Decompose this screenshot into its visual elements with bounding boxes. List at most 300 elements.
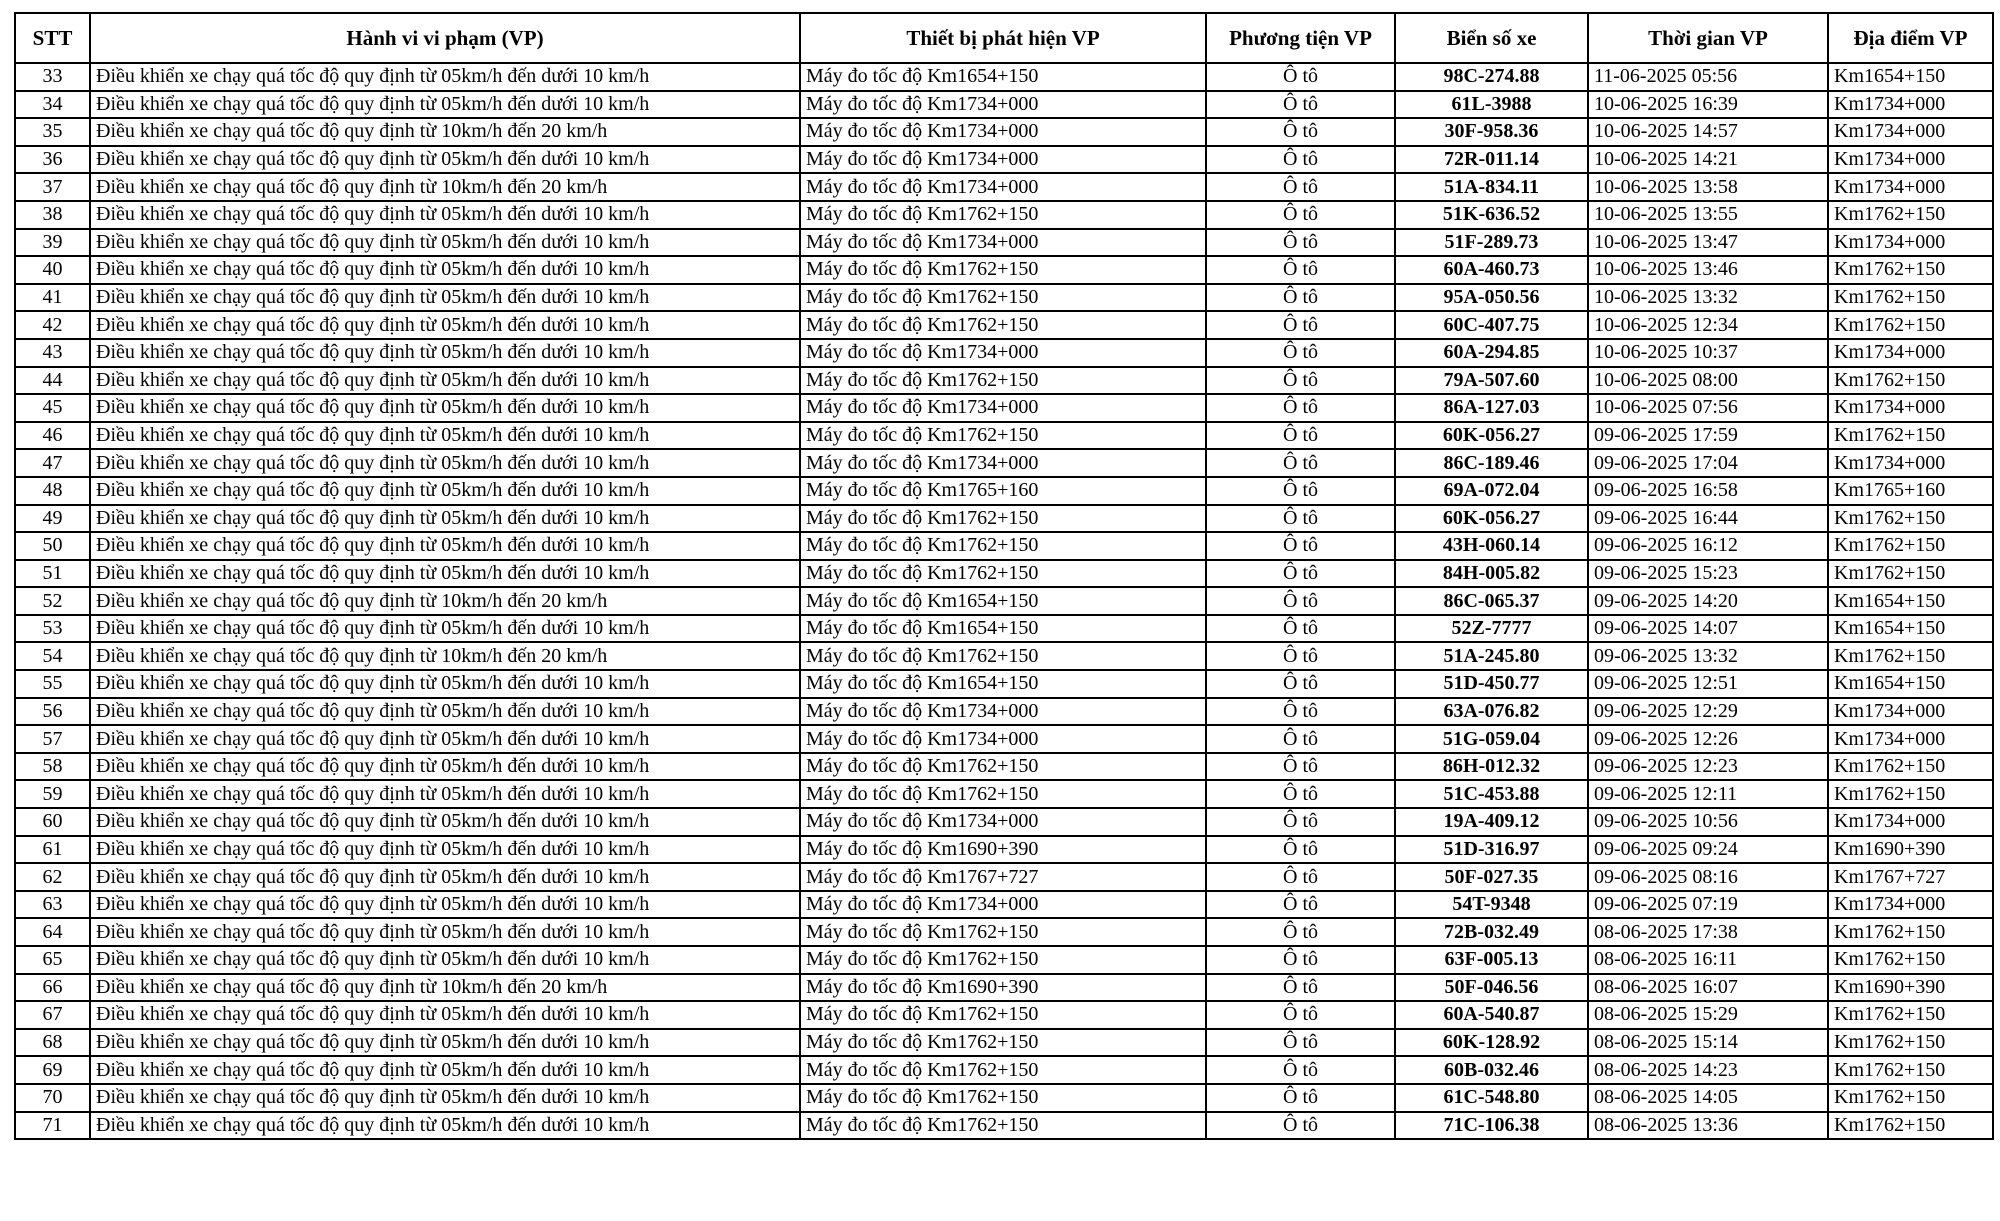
cell-plate: 19A-409.12	[1395, 808, 1588, 836]
cell-vehicle: Ô tô	[1206, 642, 1395, 670]
cell-vehicle: Ô tô	[1206, 918, 1395, 946]
cell-stt: 34	[15, 91, 90, 119]
table-row	[15, 256, 1993, 284]
cell-violation: Điều khiển xe chạy quá tốc độ quy định từ 05km/h đến dưới 10 km/h	[90, 891, 800, 919]
cell-vehicle: Ô tô	[1206, 339, 1395, 367]
cell-device: Máy đo tốc độ Km1762+150	[800, 201, 1206, 229]
cell-stt: 37	[15, 173, 90, 201]
table-row	[15, 780, 1993, 808]
header-location: Địa điểm VP	[1828, 13, 1993, 63]
cell-location: Km1762+150	[1828, 532, 1993, 560]
cell-vehicle: Ô tô	[1206, 477, 1395, 505]
cell-vehicle: Ô tô	[1206, 256, 1395, 284]
cell-plate: 51K-636.52	[1395, 201, 1588, 229]
cell-time: 09-06-2025 17:59	[1588, 422, 1828, 450]
cell-location: Km1762+150	[1828, 201, 1993, 229]
table-row	[15, 367, 1993, 395]
cell-time: 09-06-2025 08:16	[1588, 863, 1828, 891]
cell-location: Km1762+150	[1828, 946, 1993, 974]
cell-device: Máy đo tốc độ Km1762+150	[800, 532, 1206, 560]
cell-vehicle: Ô tô	[1206, 753, 1395, 781]
cell-stt: 49	[15, 505, 90, 533]
cell-device: Máy đo tốc độ Km1762+150	[800, 311, 1206, 339]
table-row	[15, 698, 1993, 726]
table-row	[15, 284, 1993, 312]
cell-location: Km1734+000	[1828, 698, 1993, 726]
cell-violation: Điều khiển xe chạy quá tốc độ quy định từ 05km/h đến dưới 10 km/h	[90, 560, 800, 588]
table-row	[15, 863, 1993, 891]
cell-device: Máy đo tốc độ Km1654+150	[800, 670, 1206, 698]
table-row	[15, 642, 1993, 670]
table-row	[15, 891, 1993, 919]
cell-location: Km1762+150	[1828, 367, 1993, 395]
cell-plate: 72B-032.49	[1395, 918, 1588, 946]
cell-violation: Điều khiển xe chạy quá tốc độ quy định từ 05km/h đến dưới 10 km/h	[90, 256, 800, 284]
cell-plate: 43H-060.14	[1395, 532, 1588, 560]
cell-violation: Điều khiển xe chạy quá tốc độ quy định từ 05km/h đến dưới 10 km/h	[90, 1029, 800, 1057]
cell-plate: 63A-076.82	[1395, 698, 1588, 726]
cell-location: Km1734+000	[1828, 146, 1993, 174]
cell-device: Máy đo tốc độ Km1762+150	[800, 1001, 1206, 1029]
cell-plate: 60A-294.85	[1395, 339, 1588, 367]
cell-plate: 79A-507.60	[1395, 367, 1588, 395]
cell-stt: 44	[15, 367, 90, 395]
cell-device: Máy đo tốc độ Km1762+150	[800, 1112, 1206, 1140]
cell-time: 08-06-2025 14:23	[1588, 1056, 1828, 1084]
cell-time: 10-06-2025 14:57	[1588, 118, 1828, 146]
cell-device: Máy đo tốc độ Km1734+000	[800, 339, 1206, 367]
cell-location: Km1765+160	[1828, 477, 1993, 505]
cell-violation: Điều khiển xe chạy quá tốc độ quy định từ 05km/h đến dưới 10 km/h	[90, 698, 800, 726]
cell-vehicle: Ô tô	[1206, 284, 1395, 312]
cell-device: Máy đo tốc độ Km1734+000	[800, 698, 1206, 726]
cell-device: Máy đo tốc độ Km1654+150	[800, 615, 1206, 643]
cell-violation: Điều khiển xe chạy quá tốc độ quy định từ 10km/h đến 20 km/h	[90, 173, 800, 201]
cell-violation: Điều khiển xe chạy quá tốc độ quy định từ 05km/h đến dưới 10 km/h	[90, 91, 800, 119]
cell-stt: 64	[15, 918, 90, 946]
cell-stt: 42	[15, 311, 90, 339]
cell-plate: 95A-050.56	[1395, 284, 1588, 312]
cell-violation: Điều khiển xe chạy quá tốc độ quy định từ 10km/h đến 20 km/h	[90, 974, 800, 1002]
cell-stt: 35	[15, 118, 90, 146]
cell-location: Km1762+150	[1828, 284, 1993, 312]
table-row	[15, 1112, 1993, 1140]
cell-violation: Điều khiển xe chạy quá tốc độ quy định từ 10km/h đến 20 km/h	[90, 642, 800, 670]
cell-vehicle: Ô tô	[1206, 118, 1395, 146]
cell-violation: Điều khiển xe chạy quá tốc độ quy định từ 05km/h đến dưới 10 km/h	[90, 753, 800, 781]
cell-device: Máy đo tốc độ Km1734+000	[800, 91, 1206, 119]
cell-vehicle: Ô tô	[1206, 201, 1395, 229]
cell-time: 09-06-2025 16:58	[1588, 477, 1828, 505]
table-row	[15, 725, 1993, 753]
cell-device: Máy đo tốc độ Km1734+000	[800, 449, 1206, 477]
cell-stt: 63	[15, 891, 90, 919]
table-header-row	[15, 13, 1993, 63]
cell-violation: Điều khiển xe chạy quá tốc độ quy định từ 05km/h đến dưới 10 km/h	[90, 284, 800, 312]
cell-violation: Điều khiển xe chạy quá tốc độ quy định từ 05km/h đến dưới 10 km/h	[90, 394, 800, 422]
cell-plate: 52Z-7777	[1395, 615, 1588, 643]
cell-stt: 45	[15, 394, 90, 422]
cell-violation: Điều khiển xe chạy quá tốc độ quy định từ 05km/h đến dưới 10 km/h	[90, 505, 800, 533]
cell-time: 09-06-2025 16:12	[1588, 532, 1828, 560]
cell-location: Km1762+150	[1828, 311, 1993, 339]
header-vehicle: Phương tiện VP	[1206, 13, 1395, 63]
table-row	[15, 422, 1993, 450]
cell-time: 10-06-2025 07:56	[1588, 394, 1828, 422]
cell-time: 10-06-2025 13:46	[1588, 256, 1828, 284]
cell-violation: Điều khiển xe chạy quá tốc độ quy định từ 05km/h đến dưới 10 km/h	[90, 449, 800, 477]
cell-vehicle: Ô tô	[1206, 587, 1395, 615]
cell-location: Km1690+390	[1828, 836, 1993, 864]
cell-vehicle: Ô tô	[1206, 560, 1395, 588]
cell-vehicle: Ô tô	[1206, 836, 1395, 864]
cell-plate: 51F-289.73	[1395, 229, 1588, 257]
violation-table	[14, 12, 1994, 1140]
cell-violation: Điều khiển xe chạy quá tốc độ quy định từ 05km/h đến dưới 10 km/h	[90, 780, 800, 808]
table-row	[15, 1056, 1993, 1084]
header-violation: Hành vi vi phạm (VP)	[90, 13, 800, 63]
table-row	[15, 505, 1993, 533]
cell-device: Máy đo tốc độ Km1762+150	[800, 1056, 1206, 1084]
cell-time: 08-06-2025 14:05	[1588, 1084, 1828, 1112]
cell-stt: 55	[15, 670, 90, 698]
cell-time: 09-06-2025 13:32	[1588, 642, 1828, 670]
table-row	[15, 808, 1993, 836]
cell-vehicle: Ô tô	[1206, 946, 1395, 974]
cell-stt: 41	[15, 284, 90, 312]
cell-violation: Điều khiển xe chạy quá tốc độ quy định từ 05km/h đến dưới 10 km/h	[90, 1112, 800, 1140]
table-row	[15, 477, 1993, 505]
table-row	[15, 974, 1993, 1002]
cell-location: Km1690+390	[1828, 974, 1993, 1002]
cell-time: 09-06-2025 07:19	[1588, 891, 1828, 919]
cell-device: Máy đo tốc độ Km1762+150	[800, 642, 1206, 670]
violation-list-page	[0, 12, 2000, 1221]
cell-device: Máy đo tốc độ Km1734+000	[800, 173, 1206, 201]
cell-location: Km1734+000	[1828, 118, 1993, 146]
cell-location: Km1734+000	[1828, 91, 1993, 119]
header-time: Thời gian VP	[1588, 13, 1828, 63]
cell-stt: 60	[15, 808, 90, 836]
cell-time: 09-06-2025 15:23	[1588, 560, 1828, 588]
cell-location: Km1762+150	[1828, 505, 1993, 533]
cell-stt: 43	[15, 339, 90, 367]
cell-time: 08-06-2025 15:29	[1588, 1001, 1828, 1029]
cell-violation: Điều khiển xe chạy quá tốc độ quy định từ 05km/h đến dưới 10 km/h	[90, 339, 800, 367]
cell-location: Km1762+150	[1828, 1112, 1993, 1140]
cell-device: Máy đo tốc độ Km1762+150	[800, 1084, 1206, 1112]
cell-time: 10-06-2025 13:55	[1588, 201, 1828, 229]
cell-time: 09-06-2025 09:24	[1588, 836, 1828, 864]
cell-device: Máy đo tốc độ Km1762+150	[800, 780, 1206, 808]
cell-plate: 71C-106.38	[1395, 1112, 1588, 1140]
cell-device: Máy đo tốc độ Km1734+000	[800, 808, 1206, 836]
cell-location: Km1762+150	[1828, 560, 1993, 588]
cell-violation: Điều khiển xe chạy quá tốc độ quy định từ 05km/h đến dưới 10 km/h	[90, 229, 800, 257]
cell-plate: 86A-127.03	[1395, 394, 1588, 422]
cell-violation: Điều khiển xe chạy quá tốc độ quy định từ 10km/h đến 20 km/h	[90, 587, 800, 615]
cell-plate: 60K-056.27	[1395, 422, 1588, 450]
cell-plate: 60B-032.46	[1395, 1056, 1588, 1084]
table-row	[15, 449, 1993, 477]
cell-vehicle: Ô tô	[1206, 91, 1395, 119]
cell-plate: 51A-245.80	[1395, 642, 1588, 670]
cell-stt: 68	[15, 1029, 90, 1057]
cell-violation: Điều khiển xe chạy quá tốc độ quy định từ 05km/h đến dưới 10 km/h	[90, 808, 800, 836]
table-row	[15, 1001, 1993, 1029]
cell-device: Máy đo tốc độ Km1762+150	[800, 505, 1206, 533]
cell-stt: 62	[15, 863, 90, 891]
cell-plate: 98C-274.88	[1395, 63, 1588, 91]
cell-location: Km1654+150	[1828, 615, 1993, 643]
cell-plate: 60A-460.73	[1395, 256, 1588, 284]
cell-vehicle: Ô tô	[1206, 1084, 1395, 1112]
cell-time: 10-06-2025 12:34	[1588, 311, 1828, 339]
cell-location: Km1762+150	[1828, 1056, 1993, 1084]
cell-time: 08-06-2025 17:38	[1588, 918, 1828, 946]
cell-vehicle: Ô tô	[1206, 394, 1395, 422]
cell-device: Máy đo tốc độ Km1762+150	[800, 1029, 1206, 1057]
cell-vehicle: Ô tô	[1206, 863, 1395, 891]
cell-plate: 50F-027.35	[1395, 863, 1588, 891]
cell-stt: 66	[15, 974, 90, 1002]
cell-location: Km1654+150	[1828, 587, 1993, 615]
cell-location: Km1734+000	[1828, 339, 1993, 367]
cell-device: Máy đo tốc độ Km1734+000	[800, 891, 1206, 919]
table-row	[15, 532, 1993, 560]
cell-location: Km1734+000	[1828, 808, 1993, 836]
cell-vehicle: Ô tô	[1206, 532, 1395, 560]
cell-vehicle: Ô tô	[1206, 229, 1395, 257]
cell-time: 09-06-2025 10:56	[1588, 808, 1828, 836]
cell-device: Máy đo tốc độ Km1765+160	[800, 477, 1206, 505]
cell-vehicle: Ô tô	[1206, 891, 1395, 919]
cell-vehicle: Ô tô	[1206, 1056, 1395, 1084]
cell-vehicle: Ô tô	[1206, 449, 1395, 477]
cell-violation: Điều khiển xe chạy quá tốc độ quy định từ 05km/h đến dưới 10 km/h	[90, 367, 800, 395]
cell-vehicle: Ô tô	[1206, 1112, 1395, 1140]
cell-location: Km1734+000	[1828, 891, 1993, 919]
cell-plate: 60A-540.87	[1395, 1001, 1588, 1029]
cell-violation: Điều khiển xe chạy quá tốc độ quy định từ 05km/h đến dưới 10 km/h	[90, 1084, 800, 1112]
cell-stt: 36	[15, 146, 90, 174]
cell-location: Km1762+150	[1828, 753, 1993, 781]
table-row	[15, 63, 1993, 91]
cell-location: Km1762+150	[1828, 642, 1993, 670]
cell-plate: 54T-9348	[1395, 891, 1588, 919]
cell-vehicle: Ô tô	[1206, 173, 1395, 201]
cell-plate: 69A-072.04	[1395, 477, 1588, 505]
cell-device: Máy đo tốc độ Km1762+150	[800, 946, 1206, 974]
table-row	[15, 201, 1993, 229]
cell-plate: 72R-011.14	[1395, 146, 1588, 174]
cell-violation: Điều khiển xe chạy quá tốc độ quy định từ 05km/h đến dưới 10 km/h	[90, 1056, 800, 1084]
header-plate: Biển số xe	[1395, 13, 1588, 63]
cell-plate: 50F-046.56	[1395, 974, 1588, 1002]
cell-location: Km1734+000	[1828, 173, 1993, 201]
cell-time: 10-06-2025 10:37	[1588, 339, 1828, 367]
cell-device: Máy đo tốc độ Km1762+150	[800, 422, 1206, 450]
cell-violation: Điều khiển xe chạy quá tốc độ quy định từ 05km/h đến dưới 10 km/h	[90, 670, 800, 698]
table-row	[15, 753, 1993, 781]
table-row	[15, 311, 1993, 339]
cell-vehicle: Ô tô	[1206, 974, 1395, 1002]
cell-time: 10-06-2025 13:58	[1588, 173, 1828, 201]
cell-device: Máy đo tốc độ Km1762+150	[800, 560, 1206, 588]
table-row	[15, 339, 1993, 367]
cell-plate: 63F-005.13	[1395, 946, 1588, 974]
cell-location: Km1762+150	[1828, 1029, 1993, 1057]
cell-plate: 51A-834.11	[1395, 173, 1588, 201]
cell-plate: 51D-316.97	[1395, 836, 1588, 864]
table-row	[15, 1029, 1993, 1057]
cell-time: 10-06-2025 13:32	[1588, 284, 1828, 312]
table-row	[15, 118, 1993, 146]
cell-device: Máy đo tốc độ Km1654+150	[800, 63, 1206, 91]
cell-plate: 86C-189.46	[1395, 449, 1588, 477]
cell-device: Máy đo tốc độ Km1762+150	[800, 284, 1206, 312]
cell-stt: 69	[15, 1056, 90, 1084]
cell-vehicle: Ô tô	[1206, 670, 1395, 698]
cell-violation: Điều khiển xe chạy quá tốc độ quy định từ 05km/h đến dưới 10 km/h	[90, 1001, 800, 1029]
cell-plate: 60K-128.92	[1395, 1029, 1588, 1057]
cell-time: 09-06-2025 17:04	[1588, 449, 1828, 477]
cell-device: Máy đo tốc độ Km1762+150	[800, 918, 1206, 946]
cell-location: Km1654+150	[1828, 63, 1993, 91]
cell-plate: 60K-056.27	[1395, 505, 1588, 533]
cell-plate: 84H-005.82	[1395, 560, 1588, 588]
cell-plate: 61C-548.80	[1395, 1084, 1588, 1112]
cell-stt: 70	[15, 1084, 90, 1112]
cell-stt: 59	[15, 780, 90, 808]
cell-violation: Điều khiển xe chạy quá tốc độ quy định từ 05km/h đến dưới 10 km/h	[90, 615, 800, 643]
table-row	[15, 836, 1993, 864]
cell-vehicle: Ô tô	[1206, 422, 1395, 450]
cell-device: Máy đo tốc độ Km1690+390	[800, 974, 1206, 1002]
cell-plate: 86C-065.37	[1395, 587, 1588, 615]
cell-stt: 67	[15, 1001, 90, 1029]
cell-stt: 47	[15, 449, 90, 477]
cell-vehicle: Ô tô	[1206, 311, 1395, 339]
cell-stt: 52	[15, 587, 90, 615]
header-device: Thiết bị phát hiện VP	[800, 13, 1206, 63]
cell-plate: 51C-453.88	[1395, 780, 1588, 808]
cell-time: 09-06-2025 14:07	[1588, 615, 1828, 643]
cell-time: 10-06-2025 16:39	[1588, 91, 1828, 119]
cell-time: 09-06-2025 12:11	[1588, 780, 1828, 808]
cell-stt: 38	[15, 201, 90, 229]
cell-vehicle: Ô tô	[1206, 1029, 1395, 1057]
cell-location: Km1734+000	[1828, 449, 1993, 477]
cell-location: Km1767+727	[1828, 863, 1993, 891]
cell-location: Km1762+150	[1828, 1084, 1993, 1112]
cell-location: Km1762+150	[1828, 1001, 1993, 1029]
cell-device: Máy đo tốc độ Km1654+150	[800, 587, 1206, 615]
cell-time: 09-06-2025 12:26	[1588, 725, 1828, 753]
cell-device: Máy đo tốc độ Km1734+000	[800, 725, 1206, 753]
table-row	[15, 946, 1993, 974]
cell-time: 10-06-2025 08:00	[1588, 367, 1828, 395]
cell-violation: Điều khiển xe chạy quá tốc độ quy định từ 05km/h đến dưới 10 km/h	[90, 532, 800, 560]
cell-plate: 61L-3988	[1395, 91, 1588, 119]
cell-stt: 33	[15, 63, 90, 91]
cell-vehicle: Ô tô	[1206, 505, 1395, 533]
cell-location: Km1762+150	[1828, 780, 1993, 808]
cell-location: Km1762+150	[1828, 918, 1993, 946]
cell-device: Máy đo tốc độ Km1690+390	[800, 836, 1206, 864]
cell-stt: 71	[15, 1112, 90, 1140]
table-row	[15, 173, 1993, 201]
cell-device: Máy đo tốc độ Km1762+150	[800, 256, 1206, 284]
cell-stt: 51	[15, 560, 90, 588]
table-row	[15, 146, 1993, 174]
cell-stt: 54	[15, 642, 90, 670]
cell-location: Km1762+150	[1828, 256, 1993, 284]
cell-time: 10-06-2025 13:47	[1588, 229, 1828, 257]
cell-device: Máy đo tốc độ Km1762+150	[800, 753, 1206, 781]
cell-device: Máy đo tốc độ Km1762+150	[800, 367, 1206, 395]
cell-violation: Điều khiển xe chạy quá tốc độ quy định từ 05km/h đến dưới 10 km/h	[90, 311, 800, 339]
cell-stt: 57	[15, 725, 90, 753]
cell-time: 09-06-2025 12:51	[1588, 670, 1828, 698]
cell-device: Máy đo tốc độ Km1734+000	[800, 394, 1206, 422]
cell-time: 08-06-2025 13:36	[1588, 1112, 1828, 1140]
cell-stt: 56	[15, 698, 90, 726]
cell-plate: 86H-012.32	[1395, 753, 1588, 781]
table-row	[15, 587, 1993, 615]
cell-time: 08-06-2025 15:14	[1588, 1029, 1828, 1057]
cell-violation: Điều khiển xe chạy quá tốc độ quy định từ 05km/h đến dưới 10 km/h	[90, 918, 800, 946]
cell-vehicle: Ô tô	[1206, 367, 1395, 395]
cell-stt: 50	[15, 532, 90, 560]
cell-time: 08-06-2025 16:07	[1588, 974, 1828, 1002]
cell-vehicle: Ô tô	[1206, 725, 1395, 753]
cell-vehicle: Ô tô	[1206, 780, 1395, 808]
cell-time: 09-06-2025 14:20	[1588, 587, 1828, 615]
cell-time: 09-06-2025 16:44	[1588, 505, 1828, 533]
cell-vehicle: Ô tô	[1206, 1001, 1395, 1029]
cell-time: 08-06-2025 16:11	[1588, 946, 1828, 974]
cell-violation: Điều khiển xe chạy quá tốc độ quy định từ 05km/h đến dưới 10 km/h	[90, 836, 800, 864]
cell-violation: Điều khiển xe chạy quá tốc độ quy định từ 05km/h đến dưới 10 km/h	[90, 863, 800, 891]
table-row	[15, 560, 1993, 588]
cell-plate: 30F-958.36	[1395, 118, 1588, 146]
cell-vehicle: Ô tô	[1206, 63, 1395, 91]
cell-stt: 65	[15, 946, 90, 974]
cell-stt: 53	[15, 615, 90, 643]
cell-violation: Điều khiển xe chạy quá tốc độ quy định từ 05km/h đến dưới 10 km/h	[90, 422, 800, 450]
cell-location: Km1654+150	[1828, 670, 1993, 698]
cell-location: Km1734+000	[1828, 394, 1993, 422]
table-row	[15, 615, 1993, 643]
cell-violation: Điều khiển xe chạy quá tốc độ quy định từ 05km/h đến dưới 10 km/h	[90, 201, 800, 229]
cell-device: Máy đo tốc độ Km1734+000	[800, 229, 1206, 257]
cell-device: Máy đo tốc độ Km1767+727	[800, 863, 1206, 891]
cell-time: 09-06-2025 12:29	[1588, 698, 1828, 726]
cell-time: 10-06-2025 14:21	[1588, 146, 1828, 174]
cell-vehicle: Ô tô	[1206, 146, 1395, 174]
cell-plate: 51D-450.77	[1395, 670, 1588, 698]
cell-violation: Điều khiển xe chạy quá tốc độ quy định từ 10km/h đến 20 km/h	[90, 118, 800, 146]
table-row	[15, 394, 1993, 422]
cell-stt: 40	[15, 256, 90, 284]
cell-violation: Điều khiển xe chạy quá tốc độ quy định từ 05km/h đến dưới 10 km/h	[90, 146, 800, 174]
cell-violation: Điều khiển xe chạy quá tốc độ quy định từ 05km/h đến dưới 10 km/h	[90, 477, 800, 505]
cell-violation: Điều khiển xe chạy quá tốc độ quy định từ 05km/h đến dưới 10 km/h	[90, 946, 800, 974]
cell-violation: Điều khiển xe chạy quá tốc độ quy định từ 05km/h đến dưới 10 km/h	[90, 725, 800, 753]
table-row	[15, 918, 1993, 946]
table-row	[15, 1084, 1993, 1112]
